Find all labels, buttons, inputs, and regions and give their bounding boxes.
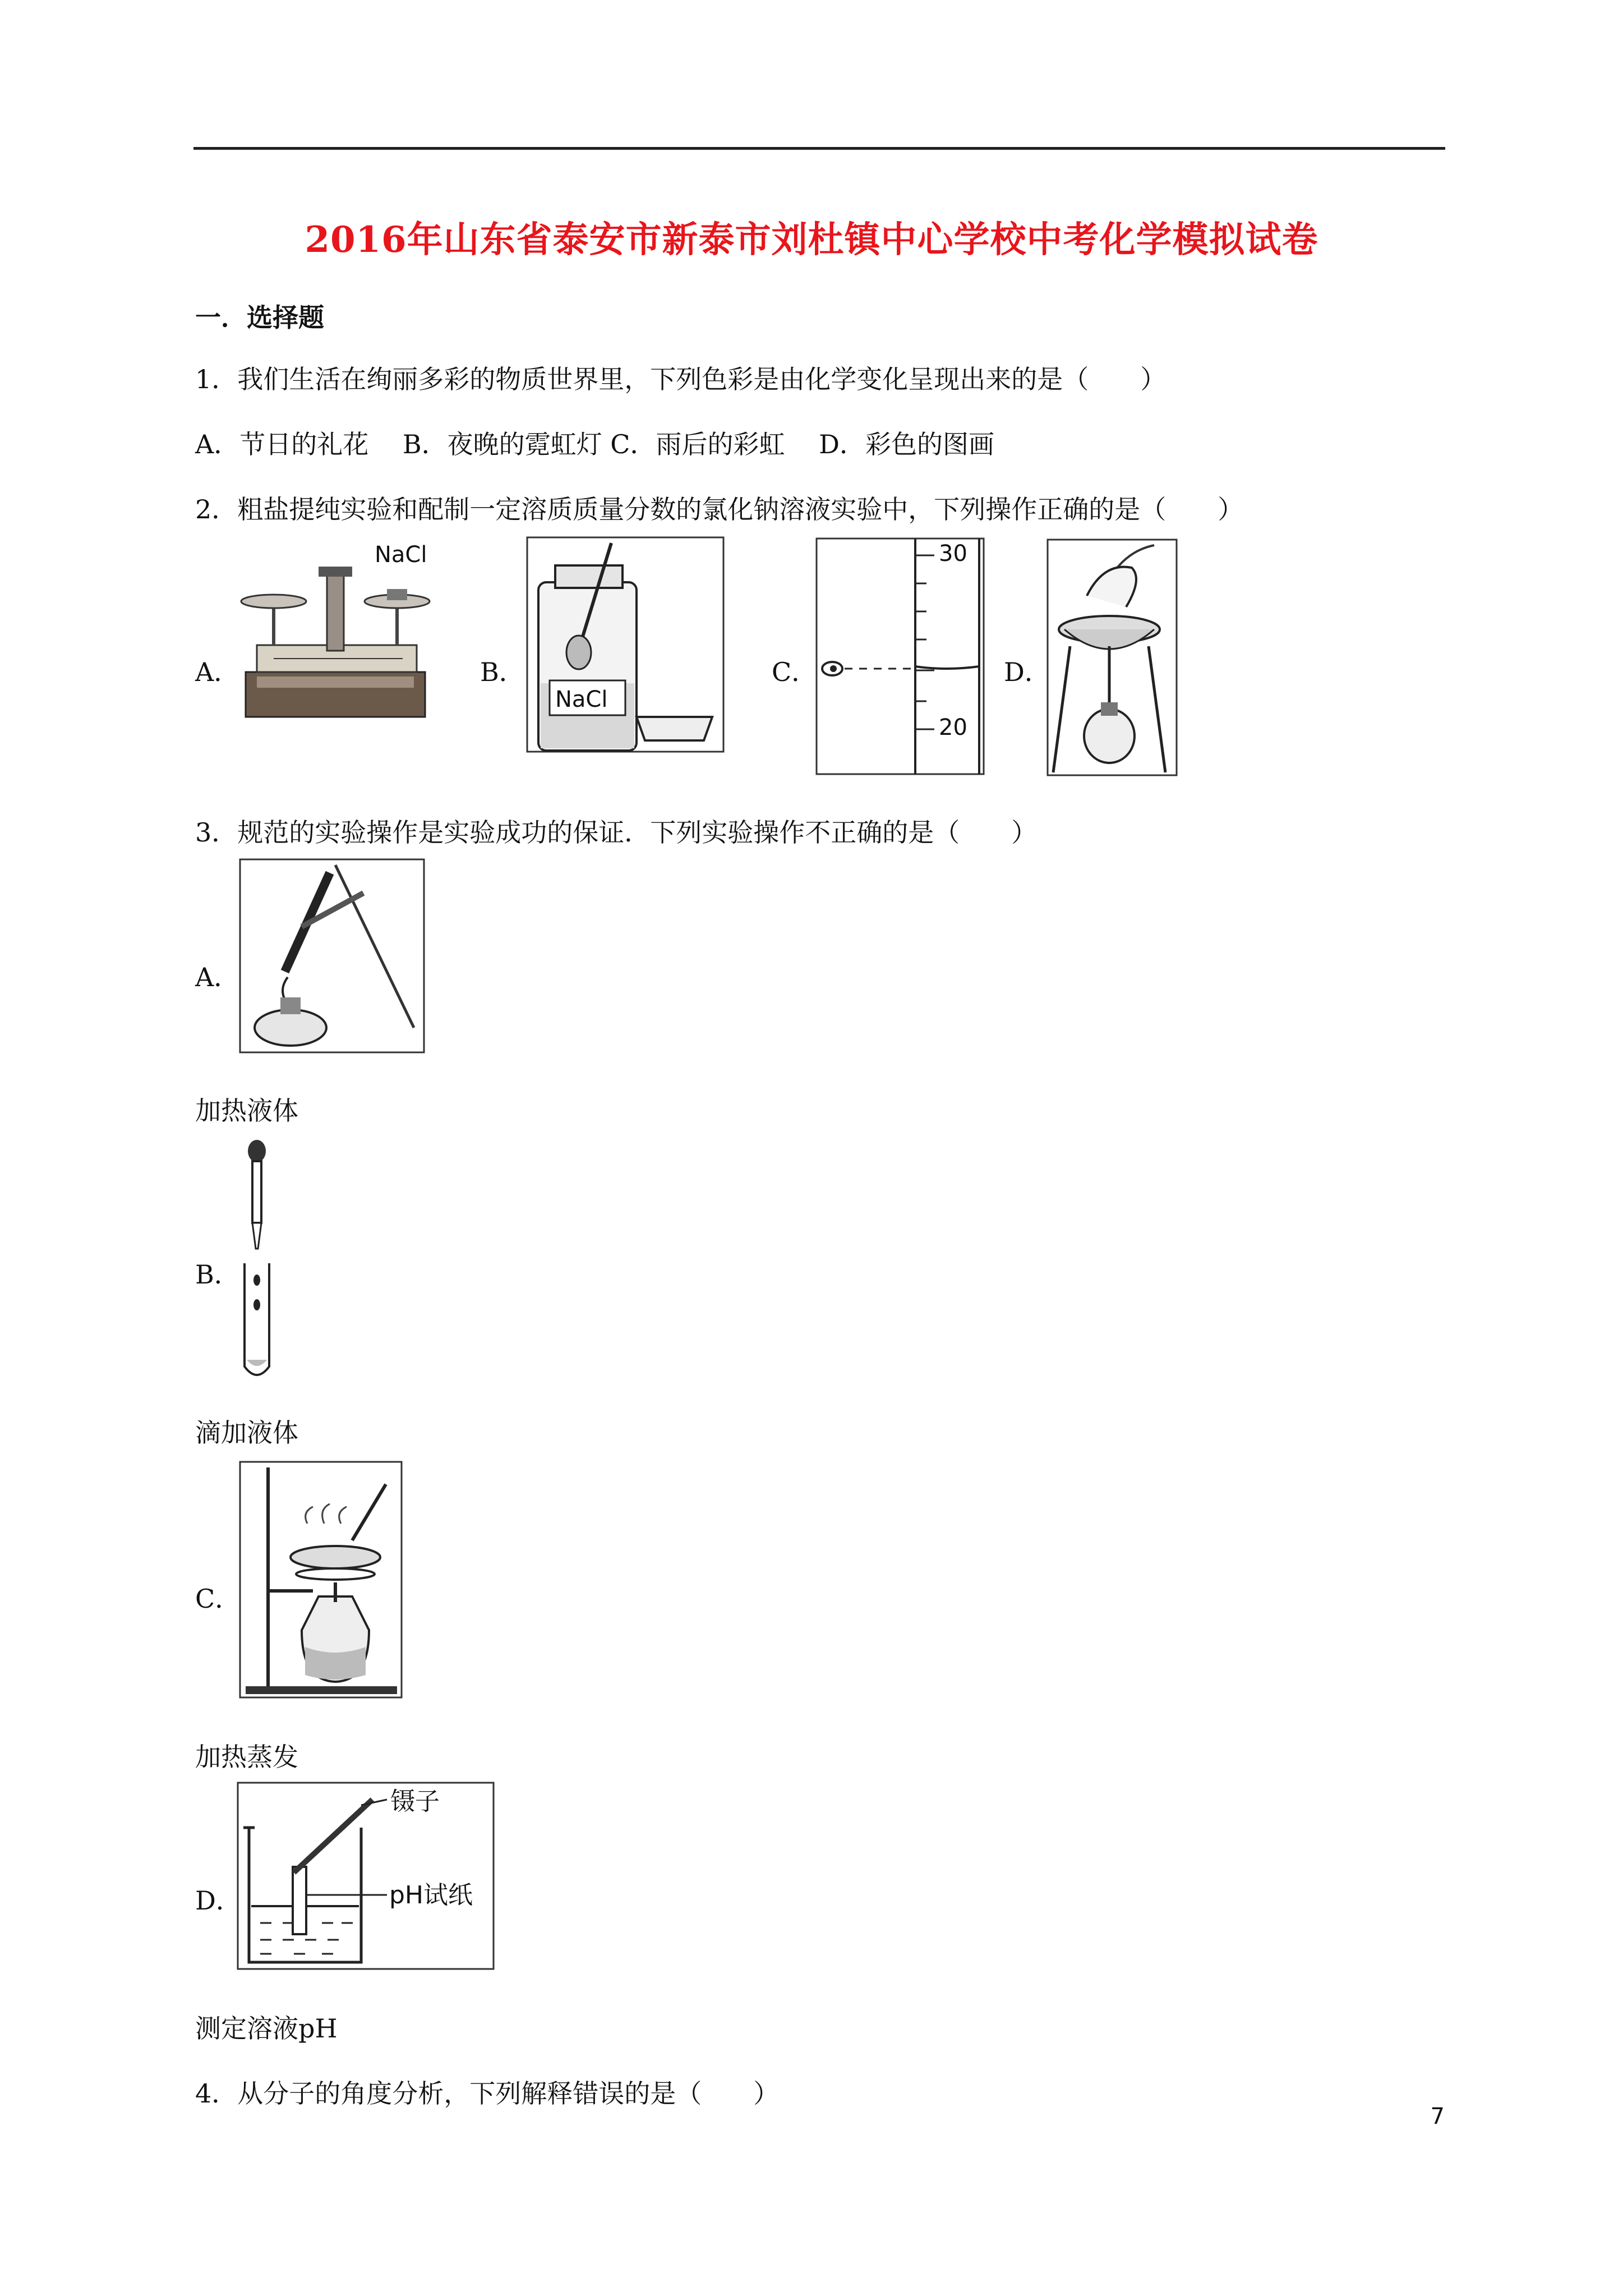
page-title: 2016年山东省泰安市新泰市刘杜镇中心学校中考化学模拟试卷: [305, 219, 1318, 261]
q2-option-c-label: C．: [772, 657, 818, 687]
ph-test-figure: [238, 1783, 494, 1969]
q3-caption-a: 加热液体: [195, 1096, 298, 1126]
evaporating-dish-figure: [1048, 540, 1177, 775]
q3-caption-d: 测定溶液pH: [195, 2013, 338, 2044]
q3-option-c-label: C．: [195, 1584, 241, 1614]
q3-caption-b: 滴加液体: [195, 1418, 298, 1448]
ph-paper-label: pH试纸: [389, 1881, 473, 1910]
balance-scale-figure: [240, 539, 431, 719]
question-1-options: A．节日的礼花 B．夜晚的霓虹灯 C．雨后的彩虹 D．彩色的图画: [195, 429, 994, 459]
q3-option-b-label: B．: [195, 1259, 240, 1290]
bottle-nacl-label: NaCl: [555, 687, 608, 712]
page-number: 7: [1430, 2104, 1445, 2129]
graduated-cylinder-figure: [817, 539, 984, 774]
cylinder-tick-20: 20: [939, 715, 967, 740]
cylinder-tick-30: 30: [939, 541, 967, 567]
tweezers-label: 镊子: [390, 1787, 440, 1816]
heating-liquid-figure: [240, 859, 424, 1052]
question-1-stem: 1．我们生活在绚丽多彩的物质世界里，下列色彩是由化学变化呈现出来的是（ ）: [195, 364, 1166, 394]
dropper-figure: [234, 1137, 279, 1383]
balance-nacl-label: NaCl: [375, 542, 427, 568]
header-rule: [193, 147, 1445, 150]
q3-caption-c: 加热蒸发: [195, 1742, 298, 1772]
q2-option-d-label: D．: [1004, 657, 1050, 687]
q3-option-a-label: A．: [195, 962, 240, 992]
q2-option-a-label: A．: [195, 657, 240, 687]
question-4-stem: 4．从分子的角度分析，下列解释错误的是（ ）: [195, 2078, 780, 2109]
evaporation-setup-figure: [240, 1462, 402, 1697]
question-2-stem: 2．粗盐提纯实验和配制一定溶质质量分数的氯化钠溶液实验中，下列操作正确的是（ ）: [195, 494, 1244, 524]
section-heading: 一．选择题: [195, 302, 324, 333]
reagent-bottle-figure: [527, 537, 723, 752]
q2-option-b-label: B．: [480, 657, 525, 687]
question-3-stem: 3．规范的实验操作是实验成功的保证．下列实验操作不正确的是（ ）: [195, 817, 1038, 848]
q3-option-d-label: D．: [195, 1885, 242, 1916]
